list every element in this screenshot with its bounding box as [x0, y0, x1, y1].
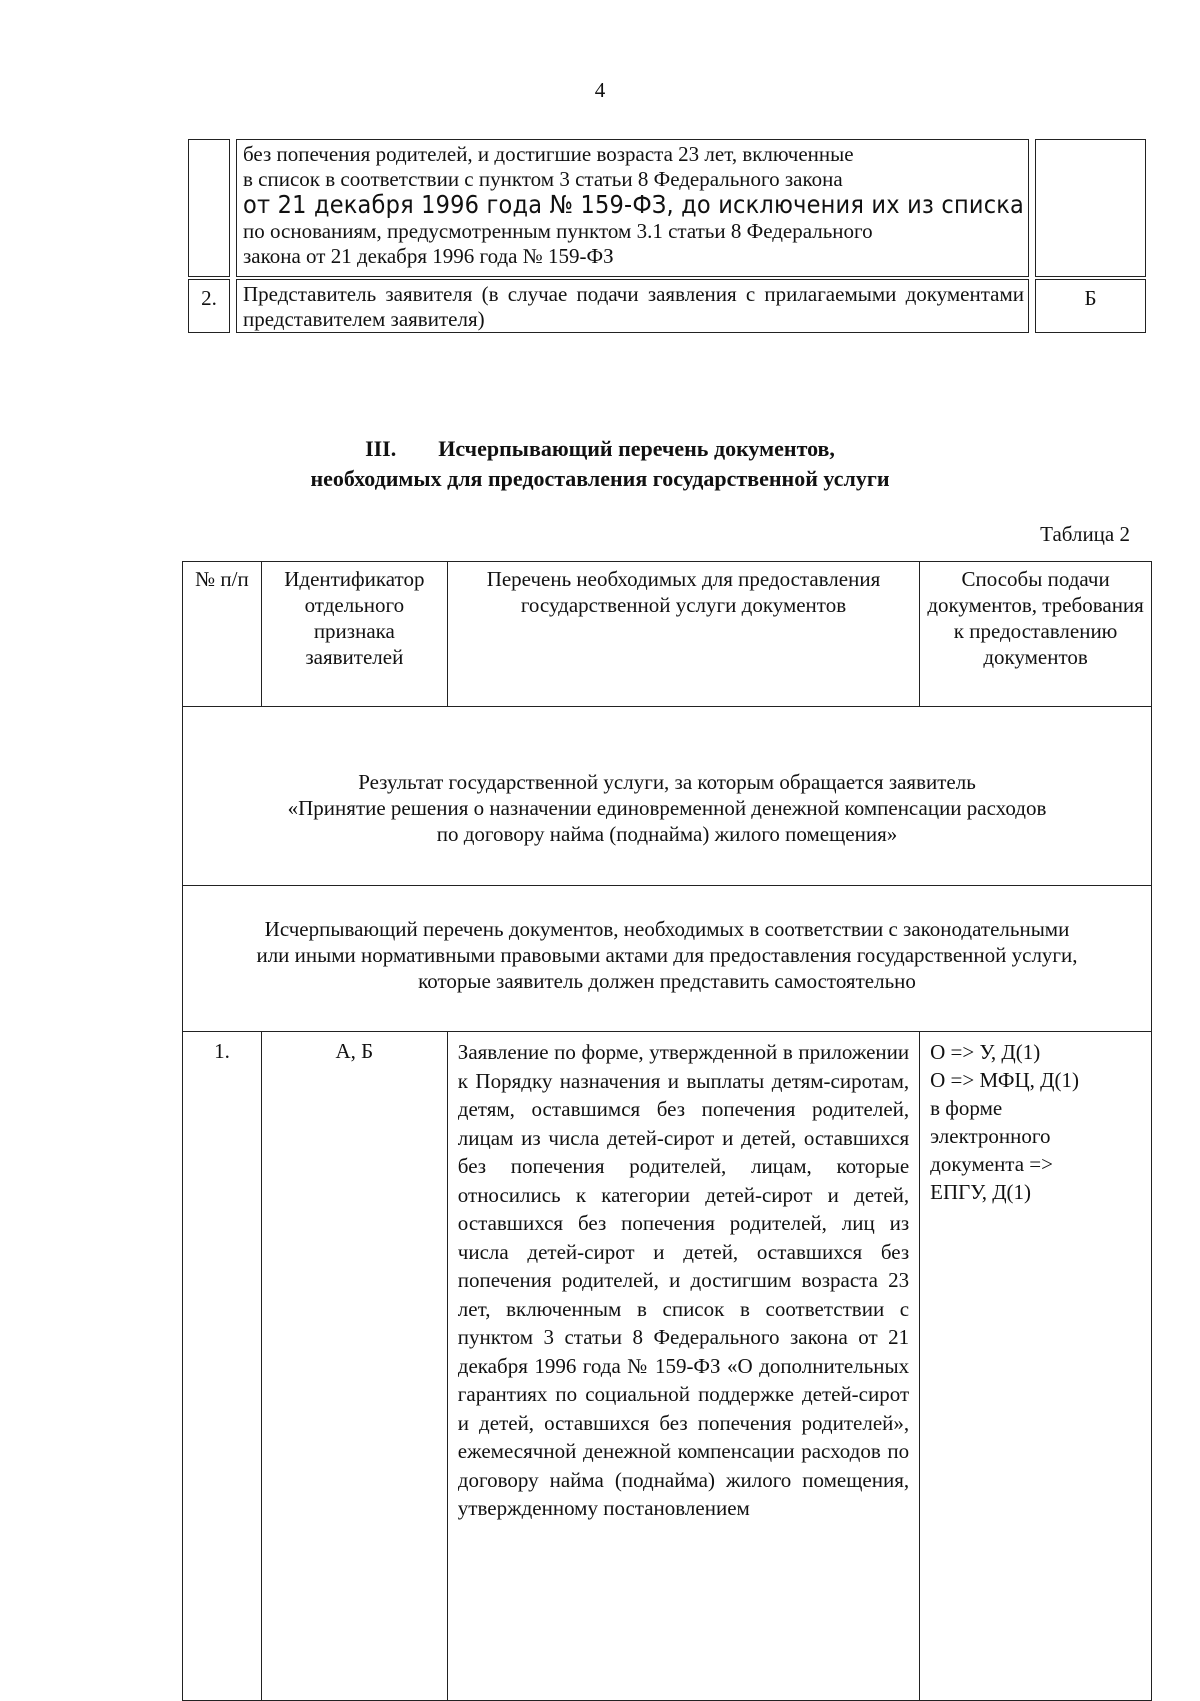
- exhaustive-line: которые заявитель должен представить самостоятельно: [418, 969, 916, 993]
- page-number: 4: [594, 78, 606, 102]
- applicants-table-continuation: [182, 137, 1152, 335]
- row-code: Б: [1035, 279, 1146, 333]
- method-line: в форме: [930, 1096, 1003, 1120]
- exhaustive-cell: [183, 886, 1152, 1032]
- row-methods: [920, 1032, 1152, 1701]
- method-line: О => У, Д(1): [930, 1040, 1041, 1064]
- row-text: [236, 139, 1029, 277]
- result-line: по договору найма (поднайма) жилого помещения»: [436, 822, 898, 846]
- row-identifier: А, Б: [261, 1032, 447, 1701]
- header-documents: Перечень необходимых для предоставления государственной услуги документов: [447, 562, 919, 707]
- section-title-line2: необходимых для предоставления государственной услуги: [310, 466, 890, 491]
- text-line: по основаниям, предусмотренным пунктом 3.1 статьи 8 Федерального: [243, 219, 873, 243]
- exhaustive-row: [183, 886, 1152, 1032]
- table-row: [183, 1032, 1152, 1701]
- row-number: 1.: [183, 1032, 262, 1701]
- documents-table: [182, 561, 1152, 1701]
- row-text: Представитель заявителя (в случае подачи заявления с прилагаемыми документами представителем заявителя): [236, 279, 1029, 333]
- method-line: электронного: [930, 1124, 1051, 1148]
- row-document: [447, 1032, 919, 1701]
- exhaustive-line: Исчерпывающий перечень документов, необходимых в соответствии с законодательными: [264, 917, 1070, 941]
- row-document-text: Заявление по форме, утвержденной в приложении к Порядку назначения и выплаты детям-сиротам, детям, оставшимся без попечения родителей, лицам из числа детей-сирот и детей, оставшихся без попечения родителей, лицам, которые относились к категории детей-сирот и детей, оставшихся без попечения родителей, лиц из числа детей-сирот и детей, оставшихся без попечения родителей, и достигшим возраста 23 лет, включенным в список в соответствии с пунктом 3 статьи 8 Федерального закона от 21 декабря 1996 года № 159-ФЗ «О дополнительных гарантиях по социальной поддержке детей-сирот и детей, оставшихся без попечения родителей», ежемесячной денежной компенсации расходов по договору найма (поднайма) жилого помещения, утвержденному постановлением: [457, 1040, 910, 1520]
- header-number: № п/п: [183, 562, 262, 707]
- row-number: [188, 139, 230, 277]
- result-line: Результат государственной услуги, за которым обращается заявитель: [358, 770, 976, 794]
- text-line: закона от 21 декабря 1996 года № 159-ФЗ: [243, 243, 614, 268]
- section-title-line1: Исчерпывающий перечень документов,: [438, 436, 835, 461]
- exhaustive-line: или иными нормативными правовыми актами для предоставления государственной услуги,: [256, 943, 1078, 967]
- table-row: [188, 139, 1146, 277]
- text-line: в список в соответствии с пунктом 3 статьи 8 Федерального закона: [243, 166, 843, 191]
- result-line: «Принятие решения о назначении единовременной денежной компенсации расходов: [287, 796, 1047, 820]
- table-header-row: [183, 562, 1152, 707]
- table-row: [188, 279, 1146, 333]
- text-line: без попечения родителей, и достигшие возраста 23 лет, включенные: [243, 142, 854, 166]
- method-line: О => МФЦ, Д(1): [930, 1068, 1079, 1092]
- row-code: [1035, 139, 1146, 277]
- table-caption: Таблица 2: [1040, 522, 1130, 546]
- section-heading: [0, 434, 1200, 494]
- text-line: от 21 декабря 1996 года № 159-ФЗ, до исключения их из списка: [243, 190, 1025, 219]
- method-line: документа =>: [930, 1152, 1053, 1176]
- section-number: III.: [365, 436, 397, 461]
- method-line: ЕПГУ, Д(1): [930, 1180, 1032, 1204]
- result-row: [183, 707, 1152, 886]
- row-number: 2.: [188, 279, 230, 333]
- header-identifier: Идентификатор отдельного признака заявителей: [261, 562, 447, 707]
- header-methods: Способы подачи документов, требования к предоставлению документов: [920, 562, 1152, 707]
- result-cell: [183, 707, 1152, 886]
